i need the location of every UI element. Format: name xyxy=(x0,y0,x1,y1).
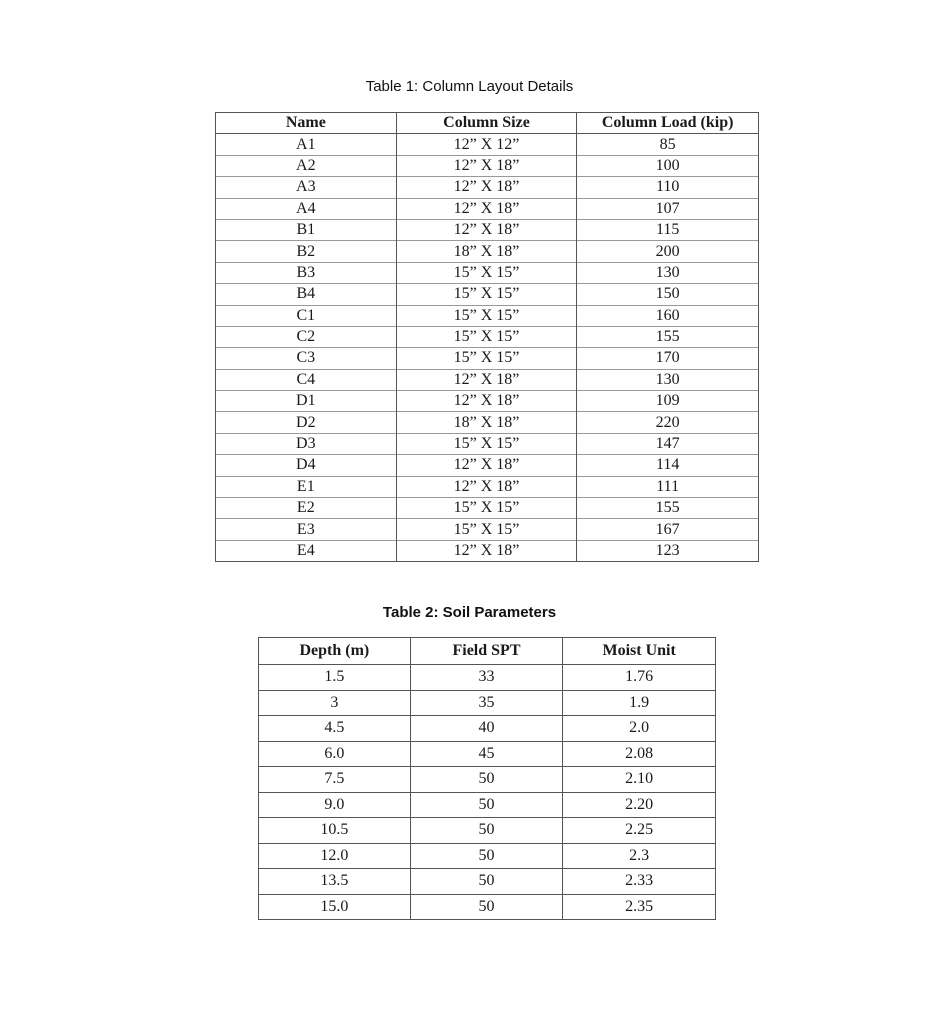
column-layout-table xyxy=(215,112,759,562)
table-row xyxy=(216,262,759,283)
cell-moist-unit: 2.20 xyxy=(563,792,716,818)
cell-depth: 9.0 xyxy=(259,792,411,818)
cell-column-load: 130 xyxy=(577,262,759,283)
table-row xyxy=(216,305,759,326)
table-row xyxy=(216,348,759,369)
cell-column-size: 12” X 18” xyxy=(396,177,577,198)
table-row xyxy=(216,241,759,262)
cell-moist-unit: 1.76 xyxy=(563,665,716,691)
cell-column-size: 12” X 18” xyxy=(396,540,577,561)
cell-column-load: 85 xyxy=(577,134,759,155)
cell-column-load: 110 xyxy=(577,177,759,198)
table-row xyxy=(216,326,759,347)
cell-column-load: 111 xyxy=(577,476,759,497)
table-row xyxy=(216,412,759,433)
cell-column-load: 200 xyxy=(577,241,759,262)
cell-column-load: 167 xyxy=(577,519,759,540)
table-row xyxy=(259,741,716,767)
cell-column-load: 114 xyxy=(577,455,759,476)
cell-name: A1 xyxy=(216,134,397,155)
cell-name: A3 xyxy=(216,177,397,198)
table-row xyxy=(216,540,759,561)
cell-field-spt: 50 xyxy=(410,818,563,844)
cell-field-spt: 50 xyxy=(410,894,563,920)
cell-column-size: 12” X 18” xyxy=(396,391,577,412)
table-row xyxy=(259,869,716,895)
table-header-row xyxy=(216,113,759,134)
cell-column-load: 123 xyxy=(577,540,759,561)
cell-field-spt: 50 xyxy=(410,767,563,793)
cell-moist-unit: 2.35 xyxy=(563,894,716,920)
cell-column-load: 220 xyxy=(577,412,759,433)
cell-name: C1 xyxy=(216,305,397,326)
table-row xyxy=(216,433,759,454)
cell-column-size: 12” X 18” xyxy=(396,369,577,390)
table-row xyxy=(216,198,759,219)
cell-field-spt: 50 xyxy=(410,869,563,895)
table-row xyxy=(216,519,759,540)
cell-column-load: 115 xyxy=(577,219,759,240)
table-row xyxy=(259,818,716,844)
cell-field-spt: 40 xyxy=(410,716,563,742)
cell-column-load: 130 xyxy=(577,369,759,390)
cell-moist-unit: 1.9 xyxy=(563,690,716,716)
cell-column-size: 15” X 15” xyxy=(396,498,577,519)
cell-column-size: 18” X 18” xyxy=(396,241,577,262)
cell-moist-unit: 2.33 xyxy=(563,869,716,895)
cell-name: B1 xyxy=(216,219,397,240)
table-row xyxy=(259,843,716,869)
cell-column-size: 12” X 18” xyxy=(396,219,577,240)
table1-caption: Table 1: Column Layout Details xyxy=(365,78,574,95)
cell-name: B4 xyxy=(216,284,397,305)
table-header-row xyxy=(259,638,716,665)
header-column-load: Column Load (kip) xyxy=(577,113,759,134)
table-row xyxy=(259,894,716,920)
cell-column-size: 15” X 15” xyxy=(396,262,577,283)
table-row xyxy=(259,716,716,742)
cell-column-size: 15” X 15” xyxy=(396,326,577,347)
cell-column-load: 109 xyxy=(577,391,759,412)
cell-name: C2 xyxy=(216,326,397,347)
cell-field-spt: 50 xyxy=(410,843,563,869)
cell-name: D1 xyxy=(216,391,397,412)
cell-field-spt: 35 xyxy=(410,690,563,716)
cell-name: C3 xyxy=(216,348,397,369)
cell-field-spt: 50 xyxy=(410,792,563,818)
cell-moist-unit: 2.08 xyxy=(563,741,716,767)
table-row xyxy=(259,665,716,691)
soil-parameters-table xyxy=(258,637,716,920)
cell-name: D3 xyxy=(216,433,397,454)
cell-column-size: 12” X 18” xyxy=(396,455,577,476)
header-depth: Depth (m) xyxy=(259,638,411,665)
cell-depth: 13.5 xyxy=(259,869,411,895)
cell-depth: 12.0 xyxy=(259,843,411,869)
table-row xyxy=(216,369,759,390)
cell-depth: 6.0 xyxy=(259,741,411,767)
cell-column-load: 150 xyxy=(577,284,759,305)
table-row xyxy=(216,476,759,497)
cell-column-load: 147 xyxy=(577,433,759,454)
cell-column-load: 107 xyxy=(577,198,759,219)
cell-column-size: 12” X 18” xyxy=(396,155,577,176)
header-name: Name xyxy=(216,113,397,134)
table-row xyxy=(216,284,759,305)
cell-field-spt: 45 xyxy=(410,741,563,767)
cell-name: E3 xyxy=(216,519,397,540)
cell-name: A4 xyxy=(216,198,397,219)
cell-column-size: 15” X 15” xyxy=(396,348,577,369)
table-row xyxy=(216,219,759,240)
cell-field-spt: 33 xyxy=(410,665,563,691)
header-column-size: Column Size xyxy=(396,113,577,134)
cell-moist-unit: 2.10 xyxy=(563,767,716,793)
cell-depth: 4.5 xyxy=(259,716,411,742)
cell-column-load: 155 xyxy=(577,498,759,519)
cell-name: B2 xyxy=(216,241,397,262)
table-row xyxy=(216,455,759,476)
cell-column-size: 15” X 15” xyxy=(396,305,577,326)
cell-name: A2 xyxy=(216,155,397,176)
table-row xyxy=(259,767,716,793)
cell-column-load: 160 xyxy=(577,305,759,326)
cell-name: B3 xyxy=(216,262,397,283)
cell-moist-unit: 2.25 xyxy=(563,818,716,844)
cell-depth: 1.5 xyxy=(259,665,411,691)
cell-name: E1 xyxy=(216,476,397,497)
cell-column-size: 12” X 18” xyxy=(396,198,577,219)
cell-column-load: 100 xyxy=(577,155,759,176)
table2-caption: Table 2: Soil Parameters xyxy=(382,604,557,621)
cell-depth: 10.5 xyxy=(259,818,411,844)
cell-name: C4 xyxy=(216,369,397,390)
cell-column-size: 15” X 15” xyxy=(396,519,577,540)
cell-column-load: 170 xyxy=(577,348,759,369)
table-row xyxy=(216,498,759,519)
cell-name: E2 xyxy=(216,498,397,519)
cell-moist-unit: 2.3 xyxy=(563,843,716,869)
cell-name: E4 xyxy=(216,540,397,561)
cell-depth: 7.5 xyxy=(259,767,411,793)
table-row xyxy=(216,134,759,155)
header-moist-unit: Moist Unit xyxy=(563,638,716,665)
cell-column-size: 18” X 18” xyxy=(396,412,577,433)
cell-name: D2 xyxy=(216,412,397,433)
cell-column-size: 12” X 18” xyxy=(396,476,577,497)
header-field-spt: Field SPT xyxy=(410,638,563,665)
cell-depth: 15.0 xyxy=(259,894,411,920)
cell-name: D4 xyxy=(216,455,397,476)
table-row xyxy=(216,177,759,198)
cell-moist-unit: 2.0 xyxy=(563,716,716,742)
cell-column-size: 12” X 12” xyxy=(396,134,577,155)
cell-column-size: 15” X 15” xyxy=(396,433,577,454)
cell-column-size: 15” X 15” xyxy=(396,284,577,305)
table-row xyxy=(216,391,759,412)
table-row xyxy=(259,792,716,818)
cell-column-load: 155 xyxy=(577,326,759,347)
table-row xyxy=(216,155,759,176)
table-row xyxy=(259,690,716,716)
cell-depth: 3 xyxy=(259,690,411,716)
